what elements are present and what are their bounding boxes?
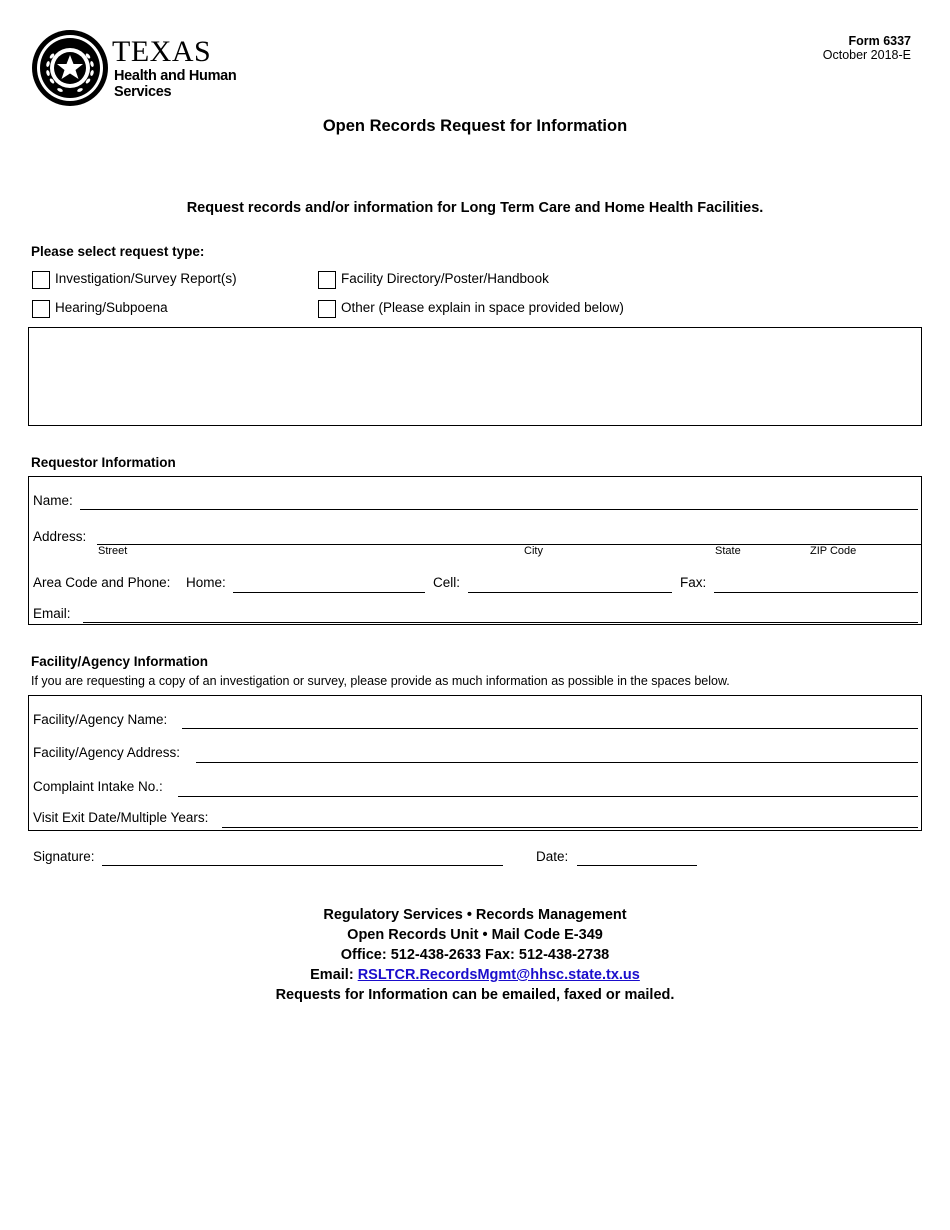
- intake-label: Complaint Intake No.:: [33, 779, 163, 794]
- footer-email-prefix: Email:: [310, 967, 354, 983]
- form-date: October 2018-E: [822, 48, 911, 62]
- page-subtitle: Request records and/or information for Long Term Care and Home Health Facilities.: [186, 200, 764, 216]
- name-field[interactable]: [80, 509, 918, 510]
- logo-line1: Health and Human: [114, 68, 237, 84]
- page-title: Open Records Request for Information: [322, 117, 628, 135]
- fax-label: Fax:: [680, 575, 707, 590]
- home-phone-field[interactable]: [233, 592, 425, 593]
- cell-phone-field[interactable]: [468, 592, 672, 593]
- facility-name-label: Facility/Agency Name:: [33, 712, 168, 727]
- facility-address-field[interactable]: [196, 762, 918, 763]
- facility-name-field[interactable]: [182, 728, 918, 729]
- facility-directory-checkbox[interactable]: [318, 271, 336, 289]
- fax-field[interactable]: [714, 592, 918, 593]
- footer-email-line: [0, 966, 950, 984]
- cell-label: Cell:: [433, 575, 461, 590]
- date-label: Date:: [536, 849, 569, 864]
- address-label: Address:: [33, 529, 87, 544]
- footer-line1: Regulatory Services • Records Management: [323, 907, 627, 923]
- footer-line2: Open Records Unit • Mail Code E-349: [347, 927, 603, 943]
- form-number: Form 6337: [848, 34, 911, 48]
- zip-caption: ZIP Code: [810, 545, 857, 557]
- footer-line3: Office: 512-438-2633 Fax: 512-438-2738: [340, 947, 610, 963]
- request-type-heading: Please select request type:: [31, 244, 205, 259]
- facility-directory-label: Facility Directory/Poster/Handbook: [341, 271, 549, 286]
- date-field[interactable]: [577, 865, 697, 866]
- signature-label: Signature:: [33, 849, 95, 864]
- intake-field[interactable]: [178, 796, 918, 797]
- phone-label: Area Code and Phone:: [33, 575, 171, 590]
- requestor-heading: Requestor Information: [31, 455, 176, 470]
- home-label: Home:: [186, 575, 226, 590]
- other-label: Other (Please explain in space provided below): [341, 300, 624, 315]
- facility-address-label: Facility/Agency Address:: [33, 745, 181, 760]
- hearing-checkbox[interactable]: [32, 300, 50, 318]
- logo-line2: Services: [114, 84, 172, 100]
- explanation-textarea[interactable]: [28, 327, 922, 426]
- other-checkbox[interactable]: [318, 300, 336, 318]
- texas-seal-icon: [30, 28, 110, 108]
- investigation-label: Investigation/Survey Report(s): [55, 271, 237, 286]
- facility-note: If you are requesting a copy of an investigation or survey, please provide as much information as possible in the spaces below.: [31, 674, 730, 688]
- email-field[interactable]: [83, 622, 918, 623]
- footer-line5: Requests for Information can be emailed, faxed or mailed.: [275, 987, 675, 1003]
- visit-date-field[interactable]: [222, 827, 918, 828]
- state-caption: State: [715, 545, 741, 557]
- investigation-checkbox[interactable]: [32, 271, 50, 289]
- address-field[interactable]: [97, 544, 921, 545]
- records-email-link[interactable]: RSLTCR.RecordsMgmt@hhsc.state.tx.us: [357, 967, 640, 983]
- hearing-label: Hearing/Subpoena: [55, 300, 168, 315]
- name-label: Name:: [33, 493, 73, 508]
- requestor-section: [28, 476, 922, 625]
- email-label: Email:: [33, 606, 71, 621]
- street-caption: Street: [98, 545, 128, 557]
- visit-label: Visit Exit Date/Multiple Years:: [33, 810, 209, 825]
- logo-state: TEXAS: [112, 35, 212, 68]
- signature-field[interactable]: [102, 865, 503, 866]
- city-caption: City: [524, 545, 543, 557]
- facility-heading: Facility/Agency Information: [31, 654, 209, 669]
